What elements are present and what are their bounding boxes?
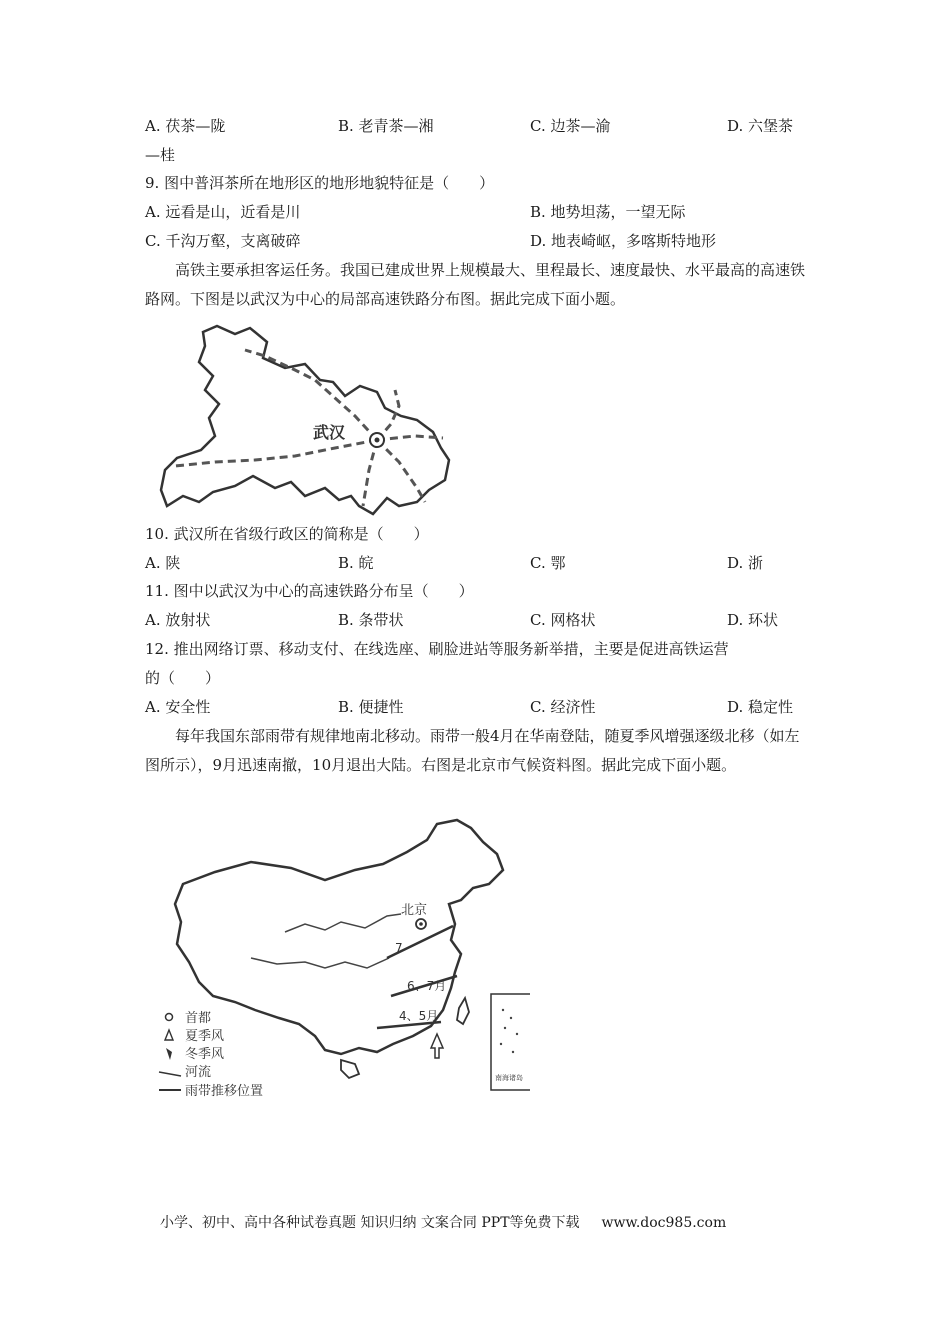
legend-river: 河流 — [185, 1065, 212, 1080]
river-legend-icon — [159, 1072, 181, 1076]
band-label-april-may: 4、5月 — [399, 1009, 439, 1023]
beijing-label: 北京 — [401, 903, 428, 918]
q10-option-b: B. 皖 — [338, 554, 374, 572]
summer-monsoon-legend-icon — [165, 1030, 173, 1040]
hubei-rail-map — [155, 320, 455, 520]
q11-stem: 11. 图中以武汉为中心的高速铁路分布呈（ ） — [145, 582, 474, 600]
winter-monsoon-legend-icon — [166, 1048, 172, 1060]
q9-option-c: C. 千沟万壑，支离破碎 — [145, 232, 301, 250]
hubei-outline — [161, 326, 449, 514]
capital-legend-icon — [166, 1014, 173, 1021]
passage-rain-belt: 每年我国东部雨带有规律地南北移动。雨带一般4月在华南登陆，随夏季风增强逐级北移（如左图所示），9月迅速南撤，10月退出大陆。右图是北京市气候资料图。据此完成下面小题。 — [145, 727, 800, 774]
q12-stem-line1: 12. 推出网络订票、移动支付、在线选座、刷脸进站等服务新举措，主要是促进高铁运营 — [145, 640, 729, 658]
q9-option-b: B. 地势坦荡，一望无际 — [530, 203, 686, 221]
q8-option-c: C. 边茶—渝 — [530, 117, 611, 135]
q10-option-c: C. 鄂 — [530, 554, 566, 572]
q8-option-d: D. 六堡茶 — [727, 117, 794, 135]
q11-option-a: A. 放射状 — [145, 611, 211, 629]
q8-option-b: B. 老青茶—湘 — [338, 117, 434, 135]
passage-high-speed-rail: 高铁主要承担客运任务。我国已建成世界上规模最大、里程最长、速度最快、水平最高的高速铁路网。下图是以武汉为中心的局部高速铁路分布图。据此完成下面小题。 — [145, 261, 806, 308]
q10-option-a: A. 陕 — [145, 554, 181, 572]
q9-stem: 9. 图中普洱茶所在地形区的地形地貌特征是（ ） — [145, 174, 495, 192]
summer-monsoon-arrow-icon — [431, 1034, 443, 1058]
q11-option-b: B. 条带状 — [338, 611, 404, 629]
wuhan-label: 武汉 — [313, 423, 346, 442]
legend-capital: 首都 — [185, 1011, 212, 1026]
q10-stem: 10. 武汉所在省级行政区的简称是（ ） — [145, 525, 429, 543]
footer-text: 小学、初中、高中各种试卷真题 知识归纳 文案合同 PPT等免费下载 — [160, 1215, 580, 1231]
legend-rain-belt: 雨带推移位置 — [185, 1084, 264, 1099]
q12-option-d: D. 稳定性 — [727, 698, 794, 716]
q12-option-c: C. 经济性 — [530, 698, 596, 716]
q11-option-d: D. 环状 — [727, 611, 779, 629]
q10-option-d: D. 浙 — [727, 554, 764, 572]
footer-url[interactable]: www.doc985.com — [601, 1215, 727, 1231]
q8-option-a: A. 茯茶—陇 — [145, 117, 226, 135]
china-rain-belt-map — [155, 812, 530, 1102]
page-footer — [160, 1212, 726, 1232]
band-label-july: 7 — [395, 941, 403, 955]
legend-summer-monsoon: 夏季风 — [185, 1029, 225, 1044]
q9-option-d: D. 地表崎岖，多喀斯特地形 — [530, 232, 717, 250]
china-outline — [175, 820, 503, 1054]
q12-stem-line2: 的（ ） — [145, 669, 221, 687]
band-label-june-july: 6、7月 — [407, 979, 447, 993]
q11-option-c: C. 网格状 — [530, 611, 596, 629]
q9-option-a: A. 远看是山，近看是川 — [145, 203, 301, 221]
legend-winter-monsoon: 冬季风 — [185, 1047, 225, 1062]
inset-label: 南海诸岛 — [495, 1074, 523, 1082]
q12-option-b: B. 便捷性 — [338, 698, 404, 716]
q12-option-a: A. 安全性 — [145, 698, 211, 716]
q8-option-d-wrap: —桂 — [145, 146, 176, 164]
